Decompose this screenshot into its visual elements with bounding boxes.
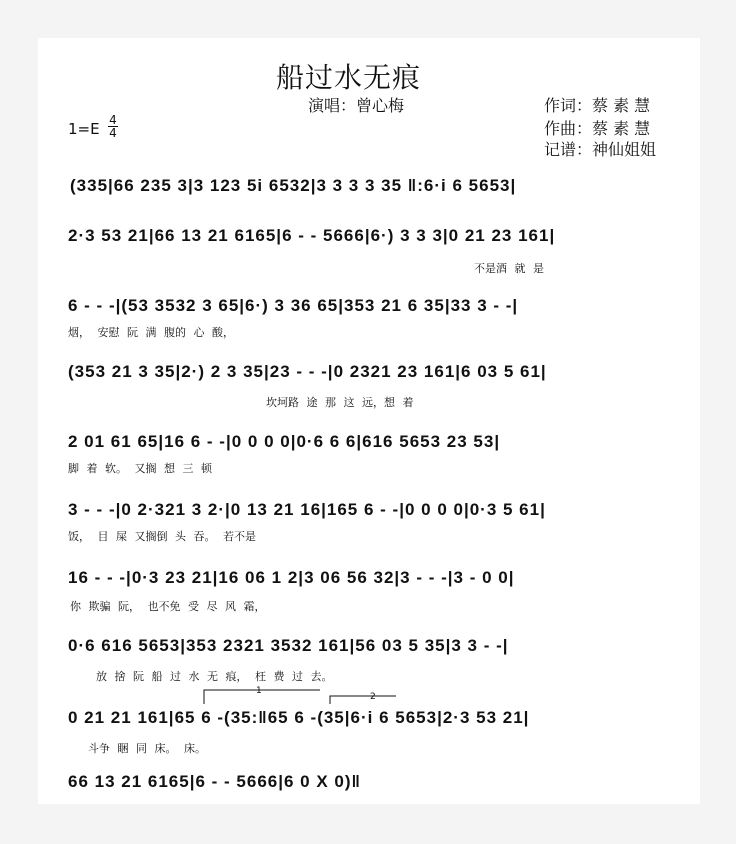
lyric-line-9: 斗争 睏 同 床。 床。 (88, 742, 206, 755)
lyricist-credit: 作词：蔡 素 慧 (544, 96, 651, 115)
score-line-6: 3 - - -|0 2·321 3 2·|0 13 21 16|165 6 - -|0 0 0 0|0·3 5 61| (68, 500, 546, 519)
score-line-10: 66 13 21 6165|6 - - 5666|6 0 X 0)‖ (68, 772, 361, 791)
composer-credit: 作曲：蔡 素 慧 (544, 119, 651, 138)
score-line-8: 0·6 616 5653|353 2321 3532 161|56 03 5 35|3 3 - -| (68, 636, 509, 655)
key-signature: 1=E (68, 120, 100, 138)
lyric-line-7: 你 欺骗 阮， 也不免 受 尽 风 霜， (70, 600, 266, 613)
time-signature-top: 4 (109, 113, 117, 127)
time-signature-bottom: 4 (109, 126, 117, 140)
lyric-line-5: 脚 着 软。 又搁 想 三 顿 (68, 462, 212, 475)
score-line-5: 2 01 61 65|16 6 - -|0 0 0 0|0·6 6 6|616 5653 23 53| (68, 432, 501, 451)
volta-2-label: 2 (370, 692, 376, 702)
score-line-9: 0 21 21 161|65 6 -(35:‖65 6 -(35|6·i 6 5653|2·3 53 21| (68, 708, 530, 727)
volta-bracket-1 (204, 690, 320, 704)
lyric-line-2: 不是酒 就 是 (474, 262, 544, 275)
score-line-7: 16 - - -|0·3 23 21|16 06 1 2|3 06 56 32|3 - - -|3 - 0 0| (68, 568, 515, 587)
lyric-line-4: 坎坷路 途 那 这 远，想 着 (266, 396, 414, 409)
lyric-line-3: 烟， 安慰 阮 满 腹的 心 酸， (68, 326, 234, 339)
time-signature (108, 114, 118, 139)
volta-1-label: 1 (256, 686, 262, 696)
score-line-3: 6 - - -|(53 3532 3 65|6·) 3 36 65|353 21 6 35|33 3 - -| (68, 296, 519, 315)
lyric-line-8: 放 捨 阮 船 过 水 无 痕， 枉 费 过 去。 (96, 670, 333, 683)
volta-bracket-2 (330, 696, 396, 704)
score-line-4: (353 21 3 35|2·) 2 3 35|23 - - -|0 2321 23 161|6 03 5 61| (68, 362, 547, 381)
score-line-1: (335|66 235 3|3 123 5i 6532|3 3 3 3 35 ‖:6·i 6 5653| (70, 176, 517, 195)
score-line-2: 2·3 53 21|66 13 21 6165|6 - - 5666|6·) 3 3 3|0 21 23 161| (68, 226, 556, 245)
singer-credit: 演唱：曾心梅 (308, 96, 405, 115)
transcriber-credit: 记谱：神仙姐姐 (544, 140, 657, 159)
lyric-line-6: 饭， 目 屎 又搁倒 头 吞。 若不是 (68, 530, 256, 543)
song-title: 船过水无痕 (276, 61, 422, 94)
